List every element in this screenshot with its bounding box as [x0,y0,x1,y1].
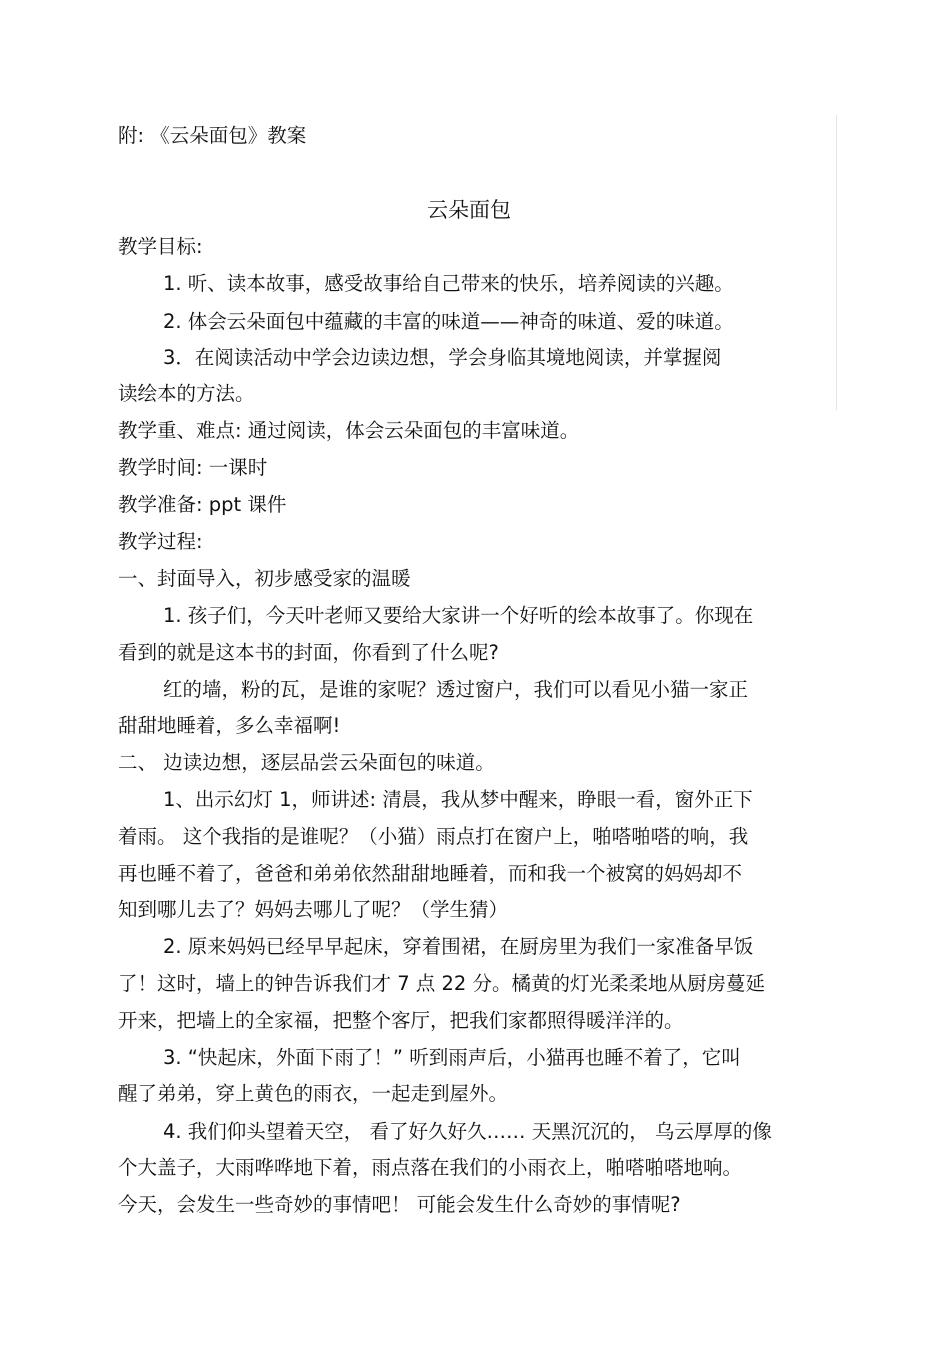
appendix-heading: 附: 《云朵面包》教案 [118,124,307,147]
paragraph-line: 开来，把墙上的全家福，把整个客厅，把我们家都照得暖洋洋的。 [118,1009,684,1032]
paragraph-line: 再也睡不着了，爸爸和弟弟依然甜甜地睡着，而和我一个被窝的妈妈却不 [118,862,743,885]
part-one-heading: 一、封面导入，初步感受家的温暖 [118,567,411,590]
paragraph-line: 红的墙，粉的瓦，是谁的家呢？透过窗户，我们可以看见小猫一家正 [163,678,749,701]
key-points: 教学重、难点: 通过阅读，体会云朵面包的丰富味道。 [118,419,580,442]
paragraph-line: 了！这时，墙上的钟告诉我们才 7 点 22 分。橘黄的灯光柔柔地从厨房蔓延 [118,972,766,995]
part-two-heading: 二、 边读边想，逐层品尝云朵面包的味道。 [118,751,495,774]
paragraph-line: 知到哪儿去了？妈妈去哪儿了呢？（学生猜） [118,898,509,921]
paragraph-line: 1、出示幻灯 1，师讲述: 清晨，我从梦中醒来，睁眼一看，窗外正下 [163,788,753,811]
objective-2: 2. 体会云朵面包中蕴藏的丰富的味道——神奇的味道、爱的味道。 [163,310,734,333]
objective-3-cont: 读绘本的方法。 [118,382,255,405]
paragraph-line: 着雨。 这个我指的是谁呢？（小猫）雨点打在窗户上，啪嗒啪嗒的响，我 [118,825,749,848]
objective-3: 3．在阅读活动中学会边读边想，学会身临其境地阅读，并掌握阅 [163,346,722,369]
paragraph-line: 今天，会发生一些奇妙的事情吧！ 可能会发生什么奇妙的事情呢? [118,1193,681,1216]
paragraph-line: 3. “快起床，外面下雨了！” 听到雨声后，小猫再也睡不着了，它叫 [163,1046,741,1069]
teaching-prep: 教学准备: ppt 课件 [118,493,287,516]
paragraph-line: 甜甜地睡着，多么幸福啊! [118,714,341,737]
document-title: 云朵面包 [427,198,511,222]
paragraph-line: 2. 原来妈妈已经早早起床，穿着围裙，在厨房里为我们一家准备早饭 [163,935,754,958]
section-label-process: 教学过程: [118,530,203,553]
section-label-objectives: 教学目标: [118,235,203,258]
margin-rule [836,115,837,410]
paragraph-line: 个大盖子，大雨哗哗地下着，雨点落在我们的小雨衣上，啪嗒啪嗒地响。 [118,1156,743,1179]
teaching-time: 教学时间: 一课时 [118,456,268,479]
objective-1: 1. 听、读本故事，感受故事给自己带来的快乐，培养阅读的兴趣。 [163,272,734,295]
paragraph-line: 4. 我们仰头望着天空， 看了好久好久…… 天黑沉沉的， 乌云厚厚的像 [163,1120,772,1143]
paragraph-line: 醒了弟弟，穿上黄色的雨衣，一起走到屋外。 [118,1082,509,1105]
paragraph-line: 1. 孩子们，今天叶老师又要给大家讲一个好听的绘本故事了。你现在 [163,604,754,627]
paragraph-line: 看到的就是这本书的封面，你看到了什么呢? [118,641,499,664]
